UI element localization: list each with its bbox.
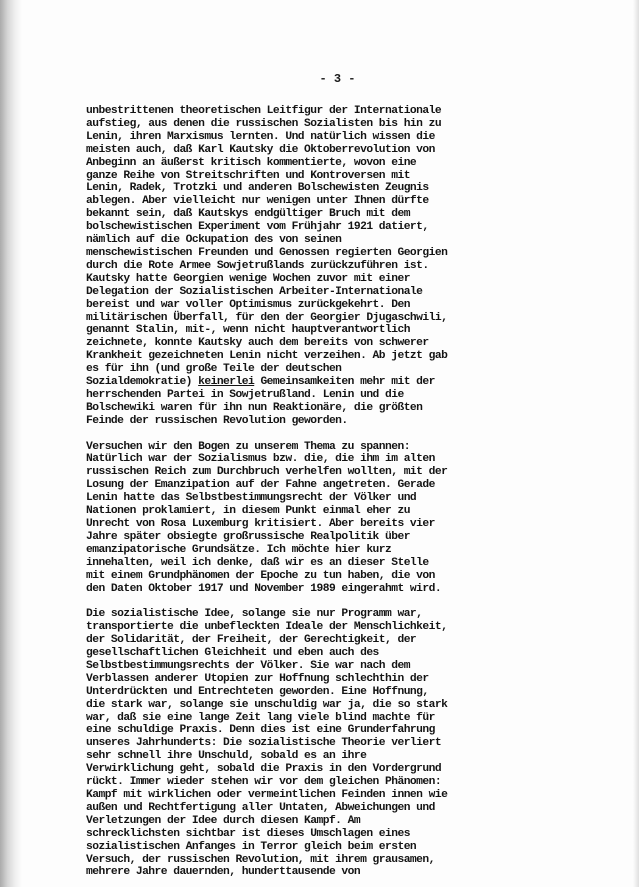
text-line: Losung der Emanzipation auf der Fahne angetreten. Gerade <box>86 479 435 492</box>
text-line: bekannt sein, daß Kautskys endgültiger Bruch mit dem <box>86 208 410 221</box>
text-line: Bolschewiki waren für ihn nun Reaktionäre, die größten <box>86 401 423 414</box>
text-line: Selbstbestimmungsrechts der Völker. Sie war nach dem <box>86 659 410 672</box>
text-line: bolschewistischen Experiment vom Frühjahr 1921 datiert, <box>86 221 429 234</box>
text-line: rückt. Immer wieder stehen wir vor dem gleichen Phänomen: <box>86 776 442 789</box>
text-line-underlined <box>86 376 606 389</box>
text-line: Versuchen wir den Bogen zu unserem Thema zu spannen: <box>86 440 410 453</box>
text-line: der Solidarität, der Freiheit, der Gerechtigkeit, der <box>86 634 417 647</box>
text-line: nämlich auf die Ockupation des von seinen <box>86 234 342 247</box>
text-line: zeichnete, konnte Kautsky auch dem bereits von schwerer <box>86 337 429 350</box>
text-line: ablegen. Aber vielleicht nur wenigen unter Ihnen dürfte <box>86 195 429 208</box>
text-line: mehrere Jahre dauernden, hunderttausende von <box>86 866 361 879</box>
text-line: ganze Reihe von Streitschriften und Kontroversen mit <box>86 169 410 182</box>
text-line: es für ihn (und große Teile der deutschen <box>86 363 342 376</box>
text-line: eine schuldige Praxis. Denn dies ist eine Grunderfahrung <box>86 724 435 737</box>
text-line: gesellschaftlichen Gleichheit und eben auch des <box>86 647 379 660</box>
paragraph-bogen <box>86 441 606 596</box>
text-line: innehalten, weil ich denke, daß wir es an dieser Stelle <box>86 556 429 569</box>
text-line: aufstieg, aus denen die russischen Sozialisten bis hin zu <box>86 117 442 130</box>
text-line: sozialistischen Anfanges in Terror gleich beim ersten <box>86 840 417 853</box>
text-line: Natürlich war der Sozialismus bzw. die, die ihm im alten <box>86 453 435 466</box>
text-line: genannt Stalin, mit-, wenn nicht hauptverantwortlich <box>86 324 410 337</box>
text-line: herrschenden Partei in Sowjetrußland. Lenin und die <box>86 388 404 401</box>
text-line: Die sozialistische Idee, solange sie nur Programm war, <box>86 608 423 621</box>
text-line: meisten auch, daß Karl Kautsky die Oktoberrevolution von <box>86 143 435 156</box>
text-segment: Gemeinsamkeiten mehr mit der <box>254 376 435 389</box>
scan-shadow-left <box>0 0 22 887</box>
text-line: Feinde der russischen Revolution geworden. <box>86 414 348 427</box>
text-line: Lenin, Radek, Trotzki und anderen Bolschewisten Zeugnis <box>86 182 429 195</box>
text-line: den Daten Oktober 1917 und November 1989 eingerahmt wird. <box>86 582 442 595</box>
scan-shadow-right <box>633 0 639 887</box>
text-line: mit einem Grundphänomen der Epoche zu tun haben, die von <box>86 569 435 582</box>
text-line: Unterdrückten und Entrechteten geworden. Eine Hoffnung, <box>86 685 429 698</box>
text-line: Verletzungen der Idee durch diesen Kampf. Am <box>86 814 361 827</box>
text-line: menschewistischen Freunden und Genossen regierten Georgien <box>86 246 448 259</box>
text-line: Nationen proklamiert, in diesem Punkt einmal eher zu <box>86 505 410 518</box>
text-line: schrecklichsten sichtbar ist dieses Umschlagen eines <box>86 827 410 840</box>
text-line: bereist und war voller Optimismus zurückgekehrt. Den <box>86 298 410 311</box>
text-line: war, daß sie eine lange Zeit lang viele blind machte für <box>86 711 435 724</box>
page-number: - 3 - <box>319 72 356 86</box>
text-line: Jahre später obsiegte großrussische Realpolitik über <box>86 530 410 543</box>
text-line: Kampf mit wirklichen oder vermeintlichen Feinden innen wie <box>86 789 448 801</box>
paragraph-idee <box>86 608 606 879</box>
underlined-word: keinerlei <box>198 376 255 389</box>
text-line: Lenin hatte das Selbstbestimmungsrecht der Völker und <box>86 492 417 505</box>
text-line: emanzipatorische Grundsätze. Ich möchte hier kurz <box>86 543 392 556</box>
text-line: unseres Jahrhunderts: Die sozialistische Theorie verliert <box>86 737 442 750</box>
text-line: Verblassen anderer Utopien zur Hoffnung schlechthin der <box>86 672 429 685</box>
paragraph-kautsky <box>86 105 606 428</box>
text-line: die stark war, solange sie unschuldig war ja, die so stark <box>86 698 448 711</box>
document-body <box>86 105 606 887</box>
text-line: militärischen Überfall, für den der Georgier Djugaschwili, <box>86 311 448 324</box>
text-line: Kautsky hatte Georgien wenige Wochen zuvor mit einer <box>86 272 410 285</box>
text-line: russischen Reich zum Durchbruch verhelfen wollten, mit der <box>86 466 448 479</box>
text-line: Verwirklichung geht, sobald die Praxis in den Vordergrund <box>86 763 442 776</box>
text-line: Lenin, ihren Marxismus lernten. Und natürlich wissen die <box>86 130 435 143</box>
text-segment: Sozialdemokratie) <box>86 376 199 389</box>
text-line: außen und Rechtfertigung aller Untaten, Abweichungen und <box>86 801 435 814</box>
text-line: sehr schnell ihre Unschuld, sobald es an ihre <box>86 750 367 763</box>
text-line: Versuch, der russischen Revolution, mit ihrem grausamen, <box>86 853 435 866</box>
text-line: unbestrittenen theoretischen Leitfigur der Internationale <box>86 105 442 117</box>
text-line: Krankheit gezeichneten Lenin nicht verzeihen. Ab jetzt gab <box>86 350 448 363</box>
text-line: Anbeginn an äußerst kritisch kommentierte, wovon eine <box>86 156 417 169</box>
text-line: transportierte die unbefleckten Ideale der Menschlichkeit, <box>86 621 448 634</box>
text-line: durch die Rote Armee Sowjetrußlands zurückzuführen ist. <box>86 259 429 272</box>
text-line: Delegation der Sozialistischen Arbeiter-Internationale <box>86 285 423 298</box>
text-line: Unrecht von Rosa Luxemburg kritisiert. Aber bereits vier <box>86 517 435 530</box>
